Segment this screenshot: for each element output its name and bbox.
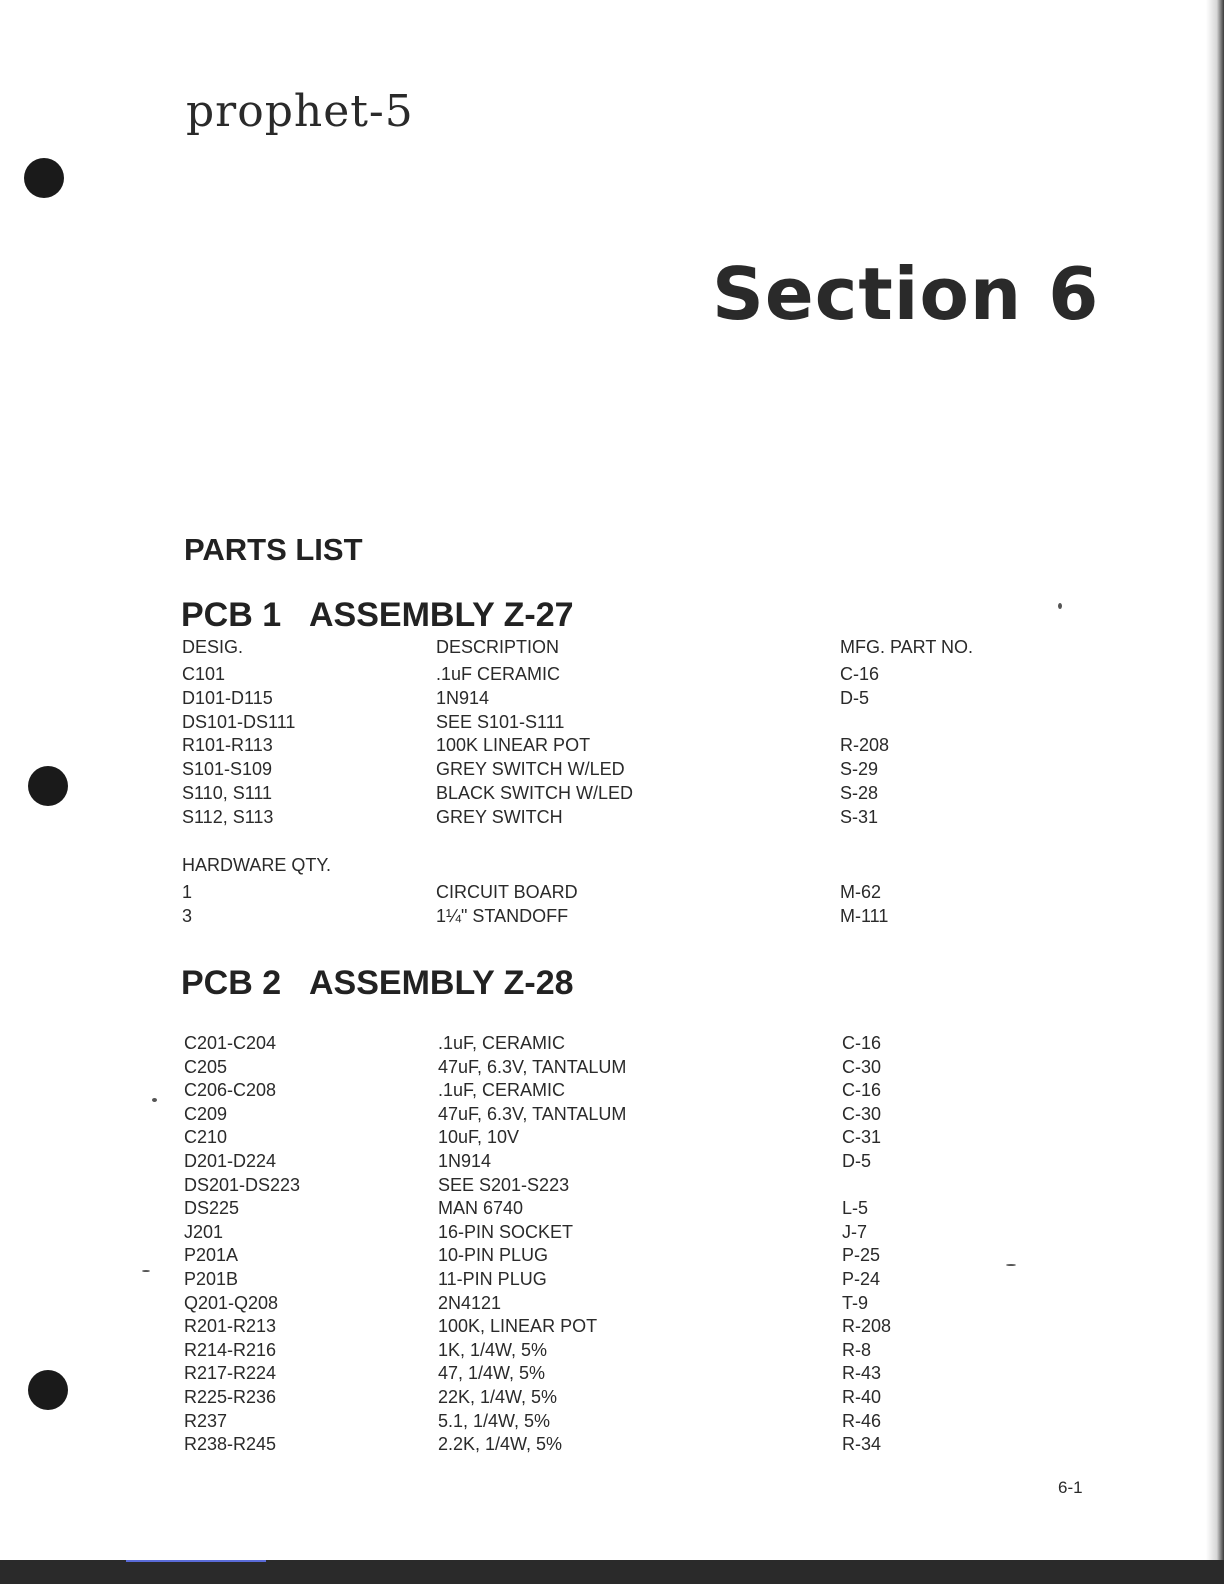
cell-desig: C210: [184, 1127, 228, 1148]
pcb1-assembly: ASSEMBLY Z-27: [309, 596, 574, 634]
scan-bottom-edge: [0, 1560, 1224, 1584]
cell-description: 1¼" STANDOFF: [436, 906, 569, 926]
cell-desig: R238-R245: [184, 1434, 277, 1455]
cell-description: SEE S201-S223: [438, 1174, 570, 1195]
cell-mfg-part: C-16: [840, 664, 880, 684]
table-row: [0, 759, 1224, 783]
cell-desig: R237: [184, 1410, 228, 1431]
cell-mfg-part: R-208: [840, 735, 890, 756]
cell-mfg-part: R-43: [842, 1363, 882, 1384]
table-row: [0, 1057, 1224, 1081]
table-row: [0, 1363, 1224, 1387]
cell-mfg-part: R-46: [842, 1410, 882, 1431]
table-row: [0, 1316, 1224, 1340]
cell-mfg-part: J-7: [842, 1221, 868, 1242]
cell-desig: C206-C208: [184, 1080, 277, 1101]
cell-desig: Q201-Q208: [184, 1292, 279, 1313]
cell-description: 47, 1/4W, 5%: [438, 1363, 546, 1384]
hardware-qty-label: HARDWARE QTY.: [182, 855, 332, 875]
table-row: [0, 906, 1224, 930]
table-row: [0, 1245, 1224, 1269]
cell-desig: P201B: [184, 1269, 239, 1289]
page-number: 6-1: [1058, 1478, 1083, 1497]
cell-description: .1uF, CERAMIC: [438, 1080, 566, 1101]
cell-desig: C201-C204: [184, 1033, 277, 1053]
cell-description: .1uF, CERAMIC: [438, 1033, 566, 1053]
cell-mfg-part: C-16: [842, 1080, 882, 1101]
table-row: [0, 1127, 1224, 1151]
cell-description: 1N914: [438, 1151, 492, 1171]
cell-desig: DS101-DS111: [182, 711, 296, 732]
table-row: [0, 664, 1224, 688]
cell-description: 16-PIN SOCKET: [438, 1221, 574, 1242]
cell-desig: 1: [182, 882, 193, 902]
table-row: [0, 1198, 1224, 1222]
pcb2-label: PCB 2: [181, 964, 282, 1002]
cell-desig: R214-R216: [184, 1339, 277, 1360]
cell-mfg-part: D-5: [840, 687, 870, 708]
brand-logo-text: prophet-5: [186, 86, 414, 137]
table-row: [0, 735, 1224, 759]
cell-desig: R101-R113: [182, 735, 273, 756]
table-row: [0, 688, 1224, 712]
cell-description: .1uF CERAMIC: [436, 664, 561, 684]
cell-mfg-part: R-8: [842, 1339, 872, 1360]
cell-mfg-part: P-25: [842, 1245, 881, 1266]
cell-mfg-part: C-30: [842, 1103, 882, 1124]
cell-desig: R225-R236: [184, 1387, 277, 1407]
cell-mfg-part: C-30: [842, 1056, 882, 1077]
pcb2-heading: [181, 964, 574, 1003]
cell-description: BLACK SWITCH W/LED: [436, 783, 634, 803]
cell-description: 22K, 1/4W, 5%: [438, 1387, 558, 1407]
cell-desig: P201A: [184, 1245, 239, 1266]
pcb1-heading: [181, 596, 574, 635]
table-row: [0, 1411, 1224, 1435]
table-row: [0, 1080, 1224, 1104]
table-row: [0, 1222, 1224, 1246]
cell-desig: R217-R224: [184, 1363, 277, 1384]
cell-desig: C205: [184, 1056, 228, 1077]
cell-mfg-part: L-5: [842, 1198, 869, 1219]
cell-mfg-part: S-28: [840, 783, 879, 803]
table-row: [0, 882, 1224, 906]
table-row: [0, 1104, 1224, 1128]
cell-desig: DS225: [184, 1198, 240, 1219]
cell-mfg-part: R-40: [842, 1387, 882, 1407]
table-row: [0, 783, 1224, 807]
cell-mfg-part: S-29: [840, 759, 879, 780]
scan-speck: [1058, 603, 1062, 609]
cell-description: 10uF, 10V: [438, 1127, 520, 1148]
cell-mfg-part: S-31: [840, 806, 879, 827]
cell-description: 2.2K, 1/4W, 5%: [438, 1434, 563, 1455]
cell-mfg-part: M-111: [840, 906, 889, 926]
cell-description: 47uF, 6.3V, TANTALUM: [438, 1103, 627, 1124]
scan-edge-mark: [126, 1560, 266, 1562]
cell-desig: S101-S109: [182, 759, 273, 780]
table-row: [0, 1033, 1224, 1057]
cell-mfg-part: T-9: [842, 1292, 869, 1313]
cell-desig: D101-D115: [182, 687, 273, 708]
cell-description: GREY SWITCH: [436, 806, 563, 827]
table-row: [0, 807, 1224, 831]
pcb2-assembly: ASSEMBLY Z-28: [309, 964, 574, 1002]
pcb1-column-headers: [0, 637, 1224, 661]
cell-mfg-part: C-31: [842, 1127, 882, 1148]
table-row: [0, 1269, 1224, 1293]
column-header-desig: DESIG.: [182, 637, 244, 657]
cell-desig: C101: [182, 664, 226, 684]
cell-description: 47uF, 6.3V, TANTALUM: [438, 1056, 627, 1077]
binder-hole-top: [24, 158, 64, 198]
table-row: [0, 1434, 1224, 1458]
pcb1-label: PCB 1: [181, 596, 282, 634]
table-row: [0, 712, 1224, 736]
cell-desig: S112, S113: [182, 806, 274, 827]
section-title: Section 6: [712, 252, 1100, 336]
cell-description: 5.1, 1/4W, 5%: [438, 1410, 551, 1431]
cell-mfg-part: P-24: [842, 1269, 881, 1289]
cell-desig: D201-D224: [184, 1151, 277, 1171]
cell-desig: 3: [182, 906, 193, 926]
cell-description: GREY SWITCH W/LED: [436, 759, 625, 780]
cell-mfg-part: D-5: [842, 1151, 872, 1171]
cell-description: MAN 6740: [438, 1198, 524, 1219]
cell-mfg-part: R-208: [842, 1316, 892, 1337]
cell-description: SEE S101-S111: [436, 711, 565, 732]
table-row: [0, 1387, 1224, 1411]
table-row: [0, 1293, 1224, 1317]
cell-desig: R201-R213: [184, 1316, 277, 1337]
column-header-description: DESCRIPTION: [436, 637, 560, 657]
cell-description: 11-PIN PLUG: [438, 1269, 547, 1289]
parts-list-heading: PARTS LIST: [184, 532, 363, 567]
cell-desig: J201: [184, 1221, 224, 1242]
cell-mfg-part: R-34: [842, 1434, 882, 1455]
cell-desig: DS201-DS223: [184, 1174, 301, 1195]
table-row: [0, 1340, 1224, 1364]
cell-description: 10-PIN PLUG: [438, 1245, 549, 1266]
cell-mfg-part: M-62: [840, 882, 882, 902]
table-row: [0, 1151, 1224, 1175]
cell-description: 1N914: [436, 687, 490, 708]
cell-desig: C209: [184, 1103, 228, 1124]
cell-description: 2N4121: [438, 1292, 502, 1313]
table-row: [0, 1175, 1224, 1199]
column-header-mfg: MFG. PART NO.: [840, 637, 974, 657]
cell-description: 100K, LINEAR POT: [438, 1316, 598, 1337]
cell-description: 1K, 1/4W, 5%: [438, 1339, 548, 1360]
cell-description: CIRCUIT BOARD: [436, 882, 578, 902]
cell-desig: S110, S111: [182, 783, 273, 803]
cell-mfg-part: C-16: [842, 1033, 882, 1053]
cell-description: 100K LINEAR POT: [436, 735, 591, 756]
